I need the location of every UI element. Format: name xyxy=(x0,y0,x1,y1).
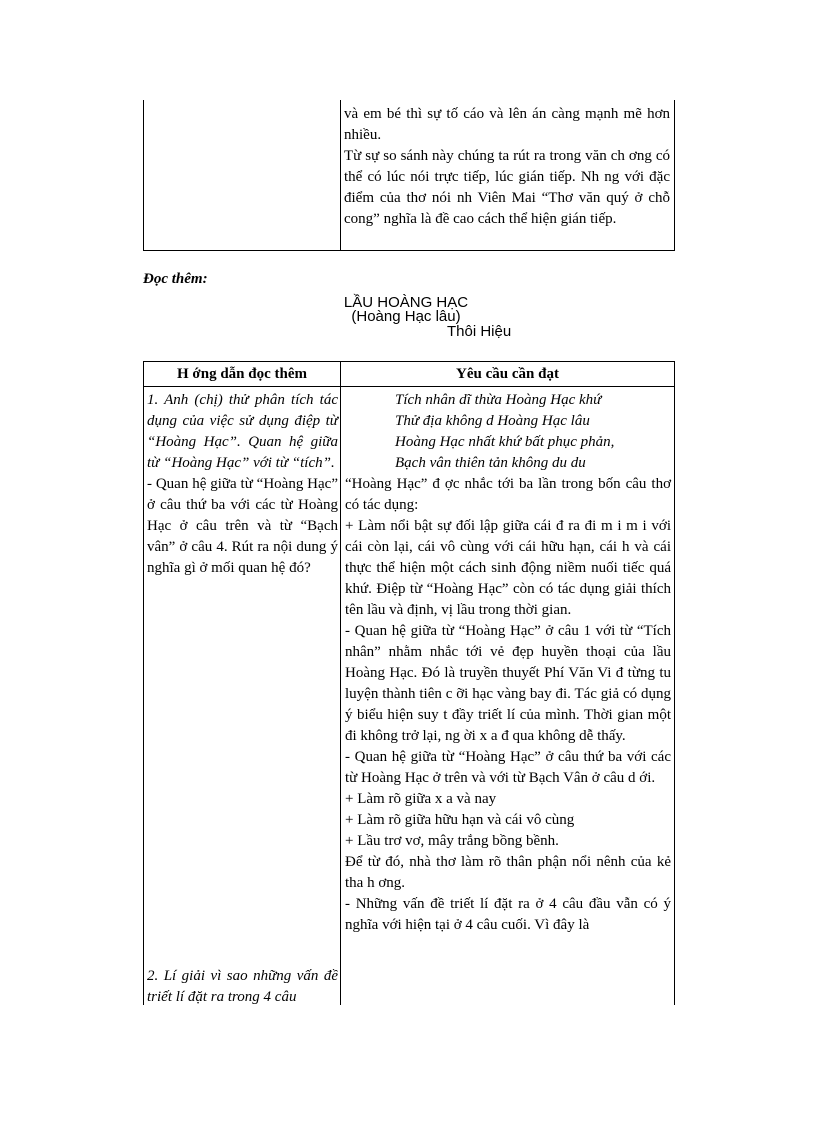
continued-table-right-cell xyxy=(344,104,670,230)
paragraph: + Lầu trơ vơ, mây trắng bồng bềnh. xyxy=(345,833,559,849)
poem-title-original: (Hoàng Hạc lâu) xyxy=(351,308,461,325)
poem-line: Thử địa không d Hoàng Hạc lâu xyxy=(395,413,590,429)
column-divider xyxy=(340,362,341,1005)
question-1: 1. Anh (chị) thử phân tích tác dụng của việc sử dụng điệp từ “Hoàng Hạc”. Quan hệ giữa từ “Hoàng Hạc” với từ “tích”. xyxy=(147,392,338,471)
poem-line: Tích nhân dĩ thừa Hoàng Hạc khứ xyxy=(395,392,602,408)
poem-line: Bạch vân thiên tản không du du xyxy=(395,455,586,471)
paragraph: + Làm rõ giữa hữu hạn và cái vô cùng xyxy=(345,812,575,828)
guide-column xyxy=(147,390,338,1005)
reading-guide-table xyxy=(143,361,675,1005)
paragraph: + Làm rõ giữa x a và nay xyxy=(345,791,497,807)
read-more-heading: Đọc thêm: xyxy=(143,271,208,287)
column-divider xyxy=(340,100,341,250)
paragraph: “Hoàng Hạc” đ ợc nhắc tới ba lần trong bốn câu thơ có tác dụng: xyxy=(345,476,671,513)
poem-title-main: LẦU HOÀNG HẠC xyxy=(343,294,469,311)
header-requirements: Yêu cầu cần đạt xyxy=(456,366,559,382)
paragraph: Để từ đó, nhà thơ làm rõ thân phận nổi nênh của kẻ tha h ơng. xyxy=(345,854,671,891)
poem-author: Thôi Hiệu xyxy=(447,323,512,340)
continued-table xyxy=(143,100,675,251)
question-2: 2. Lí giải vì sao những vấn đề triết lí đặt ra trong 4 câu xyxy=(147,968,338,1005)
question-1b: - Quan hệ giữa từ “Hoàng Hạc” ở câu thứ ba với các từ Hoàng Hạc ở câu trên và từ “Bạch vân” ở câu 4. Rút ra nội dung ý nghĩa gì ở mối quan hệ đó? xyxy=(147,476,338,576)
requirements-column xyxy=(345,390,671,936)
paragraph: - Những vấn đề triết lí đặt ra ở 4 câu đầu vẫn có ý nghĩa với hiện tại ở 4 câu cuối. Vì đây là xyxy=(345,896,671,933)
paragraph: và em bé thì sự tố cáo và lên án càng mạnh mẽ hơn nhiều. xyxy=(344,106,670,143)
poem-title xyxy=(0,296,816,324)
paragraph: + Làm nổi bật sự đối lập giữa cái đ ra đi m i m i với cái còn lại, cái vô cùng với cái hữu hạn, cái h và cái thực thể hiện một cách sinh động niềm nuối tiếc quá khứ. Điệp từ “Hoàng Hạc” còn có tác dụng giải thích tên lầu và định, vị lầu trong thời gian. xyxy=(345,518,671,618)
header-divider xyxy=(144,386,674,387)
paragraph: Từ sự so sánh này chúng ta rút ra trong văn ch ơng có thể có lúc nói trực tiếp, lúc gián tiếp. Nh ng với đặc điểm của thơ nói nh Viên Mai “Thơ văn quý ở chỗ cong” nghĩa là đề cao cách thể hiện gián tiếp. xyxy=(344,148,670,227)
paragraph: - Quan hệ giữa từ “Hoàng Hạc” ở câu 1 với từ “Tích nhân” nhằm nhắc tới vẻ đẹp huyền thoại của lầu Hoàng Hạc. Đó là truyền thuyết Phí Văn Vi đ từng tu luyện thành tiên c ỡi hạc vàng bay đi. Tác giả có dụng ý biểu hiện suy t đầy triết lí của mình. Thời gian một đi không trở lại, ng ời x a đ qua không dễ thấy. xyxy=(345,623,671,744)
header-guide: H ớng dẫn đọc thêm xyxy=(177,366,307,382)
poem-excerpt xyxy=(345,390,671,474)
poem-line: Hoàng Hạc nhất khứ bất phục phản, xyxy=(395,434,615,450)
paragraph: - Quan hệ giữa từ “Hoàng Hạc” ở câu thứ ba với các từ Hoàng Hạc ở trên và với từ Bạch Vân ở câu d ới. xyxy=(345,749,671,786)
